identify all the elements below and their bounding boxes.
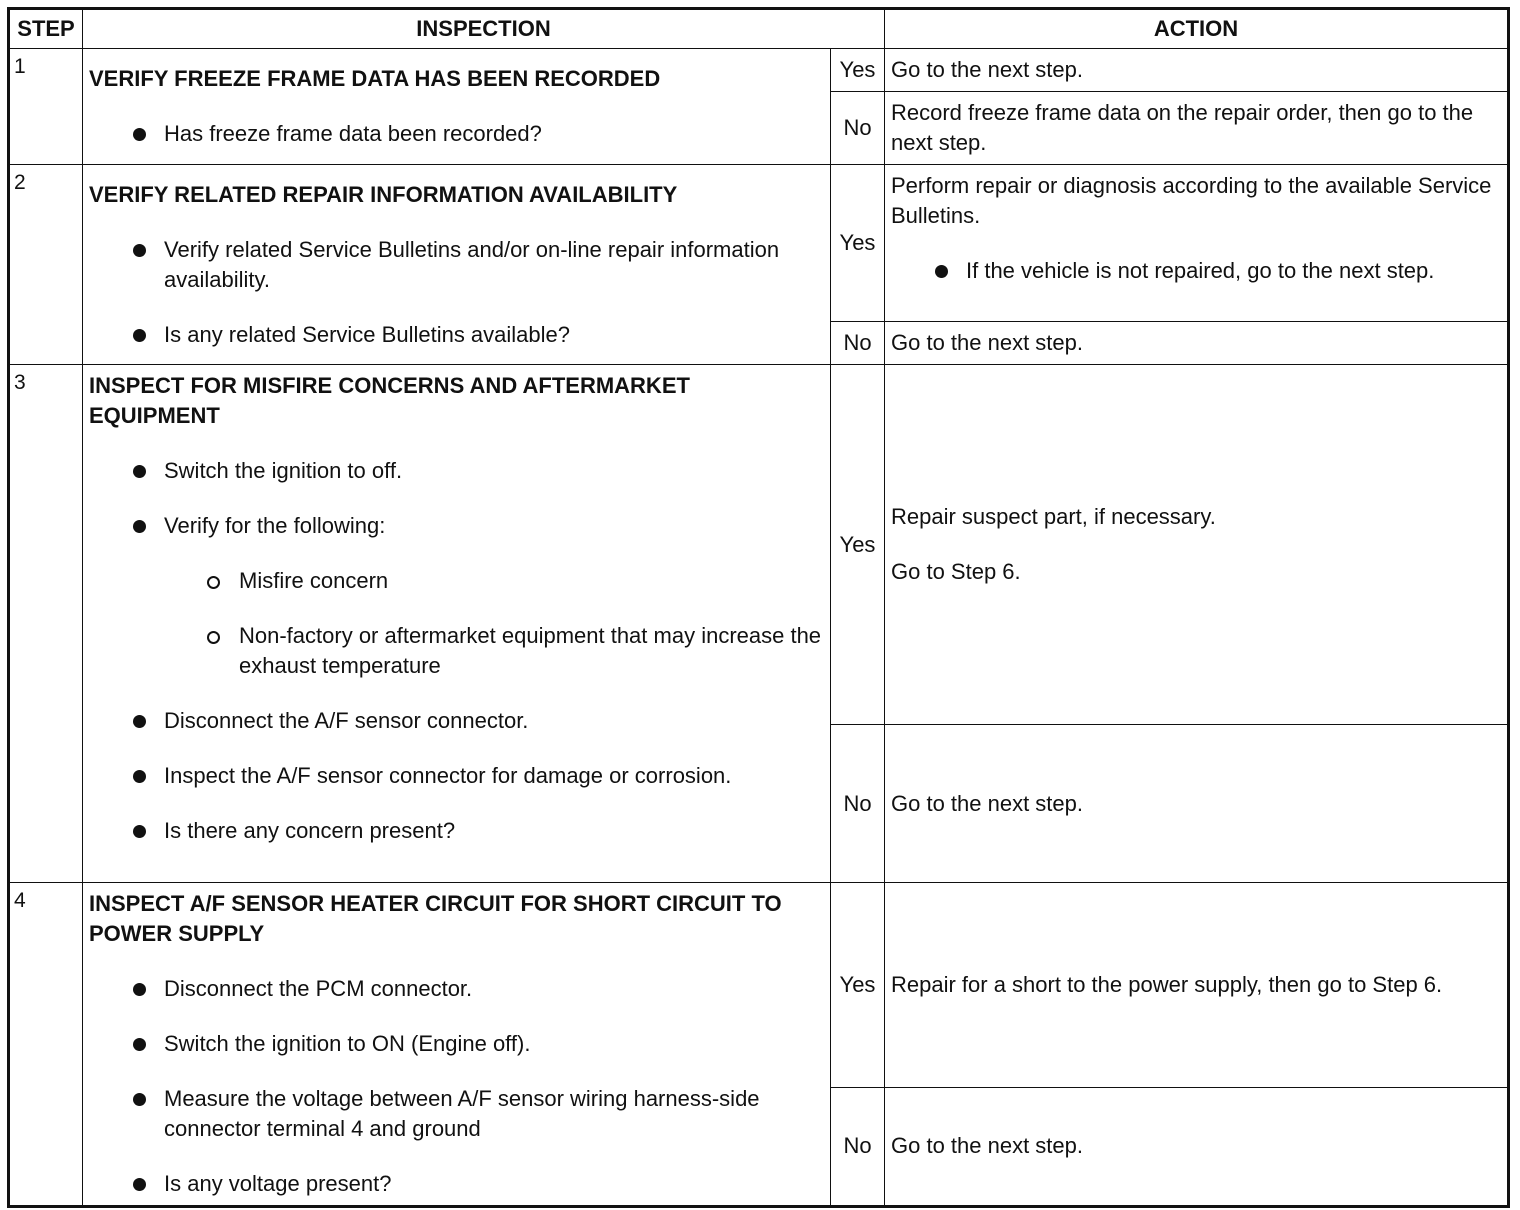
step-number: 1 (9, 49, 83, 165)
sub-bullet-list (89, 566, 824, 681)
sub-list-item: Misfire concern (89, 566, 824, 596)
yes-action (885, 365, 1509, 725)
diagnostic-table (7, 7, 1510, 1208)
step-1-inspection (83, 49, 831, 165)
step-number: 4 (9, 883, 83, 1207)
list-item: If the vehicle is not repaired, go to the next step. (891, 256, 1501, 286)
yes-label: Yes (831, 165, 885, 322)
no-action: Record freeze frame data on the repair order, then go to the next step. (885, 92, 1509, 165)
list-item (89, 511, 824, 541)
yes-action: Go to the next step. (885, 49, 1509, 92)
step-3-inspection (83, 365, 831, 883)
no-label: No (831, 322, 885, 365)
bullet-list (89, 706, 824, 846)
list-item: Inspect the A/F sensor connector for damage or corrosion. (89, 761, 824, 791)
yes-action: Repair for a short to the power supply, then go to Step 6. (885, 883, 1509, 1088)
bullet-list (89, 119, 824, 149)
sub-list-item: Non-factory or aftermarket equipment that may increase the exhaust temperature (89, 621, 824, 681)
bullet-list (89, 456, 824, 541)
step-4-yes-row (9, 883, 1509, 1088)
step-2-inspection (83, 165, 831, 365)
list-item: Has freeze frame data been recorded? (89, 119, 824, 149)
list-item: Verify related Service Bulletins and/or on-line repair information availability. (89, 235, 824, 295)
yes-action (885, 165, 1509, 322)
step-1-yes-row (9, 49, 1509, 92)
step-2-yes-row (9, 165, 1509, 322)
list-item: Is there any concern present? (89, 816, 824, 846)
no-label: No (831, 1087, 885, 1206)
step-number: 2 (9, 165, 83, 365)
step-3-yes-row (9, 365, 1509, 725)
yes-action-text: Perform repair or diagnosis according to the available Service Bulletins. (891, 173, 1492, 228)
list-item: Disconnect the A/F sensor connector. (89, 706, 824, 736)
yes-action-line: Repair suspect part, if necessary. (891, 504, 1216, 529)
header-row (9, 9, 1509, 49)
yes-action-line: Go to Step 6. (891, 559, 1021, 584)
yes-label: Yes (831, 49, 885, 92)
header-step: STEP (9, 9, 83, 49)
bullet-list (89, 974, 824, 1199)
bullet-list (89, 235, 824, 350)
no-label: No (831, 92, 885, 165)
bullet-list (891, 256, 1501, 286)
no-action: Go to the next step. (885, 322, 1509, 365)
yes-label: Yes (831, 365, 885, 725)
header-inspection: INSPECTION (83, 9, 885, 49)
step-title: VERIFY FREEZE FRAME DATA HAS BEEN RECORDED (89, 66, 661, 91)
step-4-inspection (83, 883, 831, 1207)
list-item: Is any related Service Bulletins available? (89, 320, 824, 350)
step-title: INSPECT A/F SENSOR HEATER CIRCUIT FOR SHORT CIRCUIT TO POWER SUPPLY (89, 891, 782, 946)
list-item-text: Verify for the following: (164, 513, 386, 538)
list-item: Switch the ignition to off. (89, 456, 824, 486)
header-action: ACTION (885, 9, 1509, 49)
no-action: Go to the next step. (885, 725, 1509, 883)
list-item: Measure the voltage between A/F sensor wiring harness-side connector terminal 4 and ground (89, 1084, 824, 1144)
step-title: INSPECT FOR MISFIRE CONCERNS AND AFTERMARKET EQUIPMENT (89, 373, 690, 428)
list-item: Switch the ignition to ON (Engine off). (89, 1029, 824, 1059)
no-action: Go to the next step. (885, 1087, 1509, 1206)
step-number: 3 (9, 365, 83, 883)
list-item: Is any voltage present? (89, 1169, 824, 1199)
list-item: Disconnect the PCM connector. (89, 974, 824, 1004)
no-label: No (831, 725, 885, 883)
yes-label: Yes (831, 883, 885, 1088)
step-title: VERIFY RELATED REPAIR INFORMATION AVAILABILITY (89, 182, 678, 207)
